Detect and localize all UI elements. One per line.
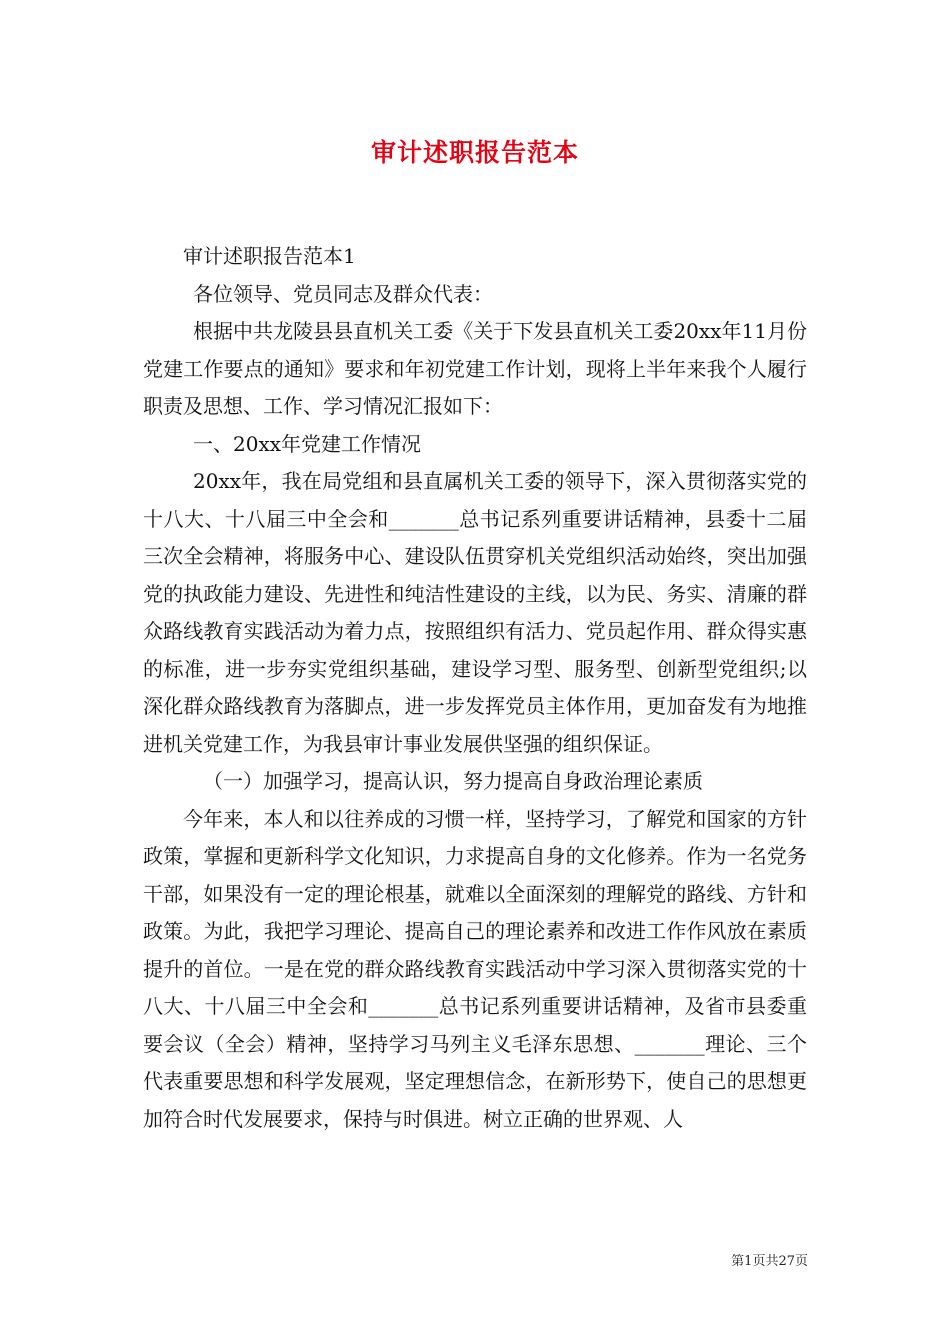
document-title: 审计述职报告范本 <box>370 138 579 167</box>
body-paragraph: 20xx年，我在局党组和县直属机关工委的领导下，深入贯彻落实党的十八大、十八届三中全会和_______总书记系列重要讲话精神，县委十二届三次全会精神，将服务中心、建设队伍贯穿机关党组织活动始终，突出加强党的执政能力建设、先进性和纯洁性建设的主线，以为民、务实、清廉的群众路线教育实践活动为着力点，按照组织有活力、党员起作用、群众得实惠的标准，进一步夯实党组织基础，建设学习型、服务型、创新型党组织;以深化群众路线教育为落脚点，进一步发挥党员主体作用，更加奋发有为地推进机关党建工作，为我县审计事业发展供坚强的组织保证。 <box>143 469 807 756</box>
body-paragraph: 今年来，本人和以往养成的习惯一样，坚持学习，了解党和国家的方针政策，掌握和更新科学文化知识，力求提高自身的文化修养。作为一名党务干部，如果没有一定的理论根基，就难以全面深刻的理解党的路线、方针和政策。为此，我把学习理论、提高自己的理论素养和改进工作作风放在素质提升的首位。一是在党的群众路线教育实践活动中学习深入贯彻落实党的十八大、十八届三中全会和_______总书记系列重要讲话精神，及省市县委重要会议（全会）精神，坚持学习马列主义毛泽东思想、_______理论、三个代表重要思想和科学发展观，坚定理想信念，在新形势下，使自己的思想更加符合时代发展要求，保持与时俱进。树立正确的世界观、人 <box>143 806 807 1131</box>
document-body <box>143 238 807 1138</box>
page-number: 第1页共27页 <box>731 1254 808 1269</box>
part-heading: 一、20xx年党建工作情况 <box>193 431 422 456</box>
section-heading: 审计述职报告范本1 <box>183 244 356 268</box>
subsection-heading: （一）加强学习，提高认识，努力提高自身政治理论素质 <box>203 769 703 793</box>
salutation: 各位领导、党员同志及群众代表： <box>193 281 493 306</box>
intro-paragraph: 根据中共龙陵县县直机关工委《关于下发县直机关工委20xx年11月份党建工作要点的通知》要求和年初党建工作计划，现将上半年来我个人履行职责及思想、工作、学习情况汇报如下： <box>143 319 807 418</box>
